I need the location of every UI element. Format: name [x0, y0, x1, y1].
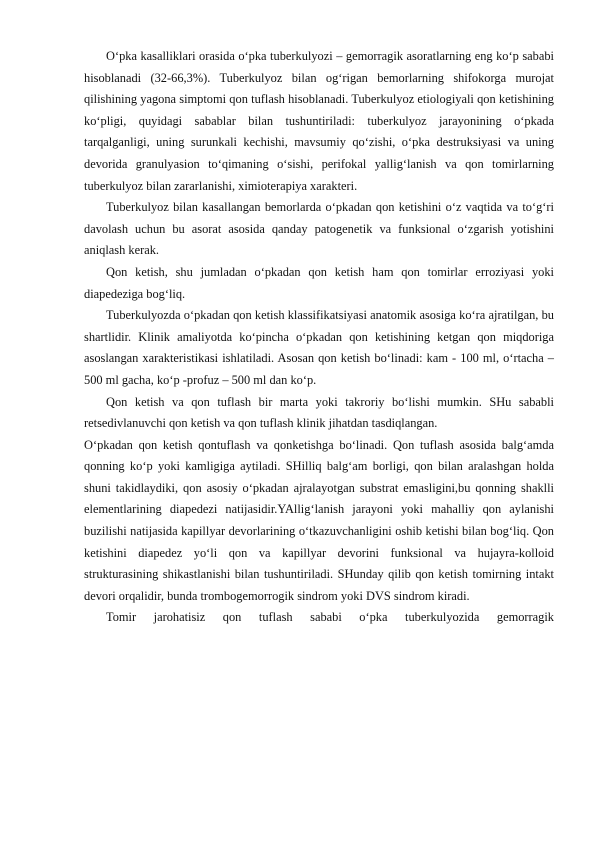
paragraph-pulmonary-tuberculosis-causes: O‘pka kasalliklari orasida o‘pka tuberkulyozi – gemorragik asoratlarning eng ko‘p sababi hisoblanadi (32-66,3%). Tuberkulyoz bilan og‘rigan bemorlarning shifokorga murojat qilishining yagona simptomi qon tuflash hisoblanadi. Tuberkulyoz etiologiyali qon ketishining ko‘pligi, quyidagi sabablar bilan tushuntiriladi: tuberkulyoz jarayonining o‘pkada tarqalganligi, uning surunkali kechishi, mavsumiy qo‘zishi, o‘pka destruksiyasi va uning devorida granulyasion to‘qimaning o‘sishi, perifokal yallig‘lanish va qon tomirlarning tuberkulyoz bilan zararlanishi, ximioterapiya xarakteri. [84, 49, 554, 193]
paragraph-recurrence: Qon ketish va qon tuflash bir marta yoki takroriy bo‘lishi mumkin. SHu sababli retsedivlanuvchi qon ketish va qon tuflash klinik jihatdan tasdiqlangan. [84, 394, 554, 431]
paragraph-hemoptysis-types: O‘pkadan qon ketish qontuflash va qonketishga bo‘linadi. Qon tuflash asosida balg‘amda qonning ko‘p yoki kamligiga aytiladi. SHilliq balg‘am borligi, qon bilan aralashgan holda shuni takidlaydiki, qon asosiy o‘pkadan ajralayotgan substrat emasligini,bu qonning shaklli elementlarining diapedezi natijasidir.YAllig‘lanish jarayoni yoki mahalliy qon aylanishi buzilishi natijasida kapillyar devorlarining o‘tkazuvchanligini oshib ketishi bilan bog‘liq. Qon ketishini diapedez yo‘li qon va kapillyar devorini funksional va hujayra-kolloid strukturasining shikastlanishi bilan tushuntiriladi. SHunday qilib qon ketish tomirning intakt devori orqalidir, bunda trombogemorrogik sindrom yoki DVS sindrom kiradi. [84, 437, 554, 603]
paragraph-treatment-requirement: Tuberkulyoz bilan kasallangan bemorlarda o‘pkadan qon ketishini o‘z vaqtida va to‘g‘ri davolash uchun bu asorat asosida qanday patogenetik va funksional o‘zgarish yotishini aniqlash kerak. [84, 200, 554, 258]
document-page [84, 46, 554, 629]
paragraph-bleeding-mechanism: Qon ketish, shu jumladan o‘pkadan qon ketish ham qon tomirlar erroziyasi yoki diapedeziga bog‘liq. [84, 264, 554, 301]
paragraph-classification: Tuberkulyozda o‘pkadan qon ketish klassifikatsiyasi anatomik asosiga ko‘ra ajratilgan, bu shartlidir. Klinik amaliyotda ko‘pincha o‘pkadan qon ketishining ketgan qon miqdoriga asoslangan xarakteristikasi ishlatiladi. Asosan qon ketish bo‘linadi: kam - 100 ml, o‘rtacha – 500 ml gacha, ko‘p -profuz – 500 ml dan ko‘p. [84, 308, 554, 387]
paragraph-continuation: Tomir jarohatisiz qon tuflash sababi o‘pka tuberkulyozida gemorragik [106, 610, 554, 625]
